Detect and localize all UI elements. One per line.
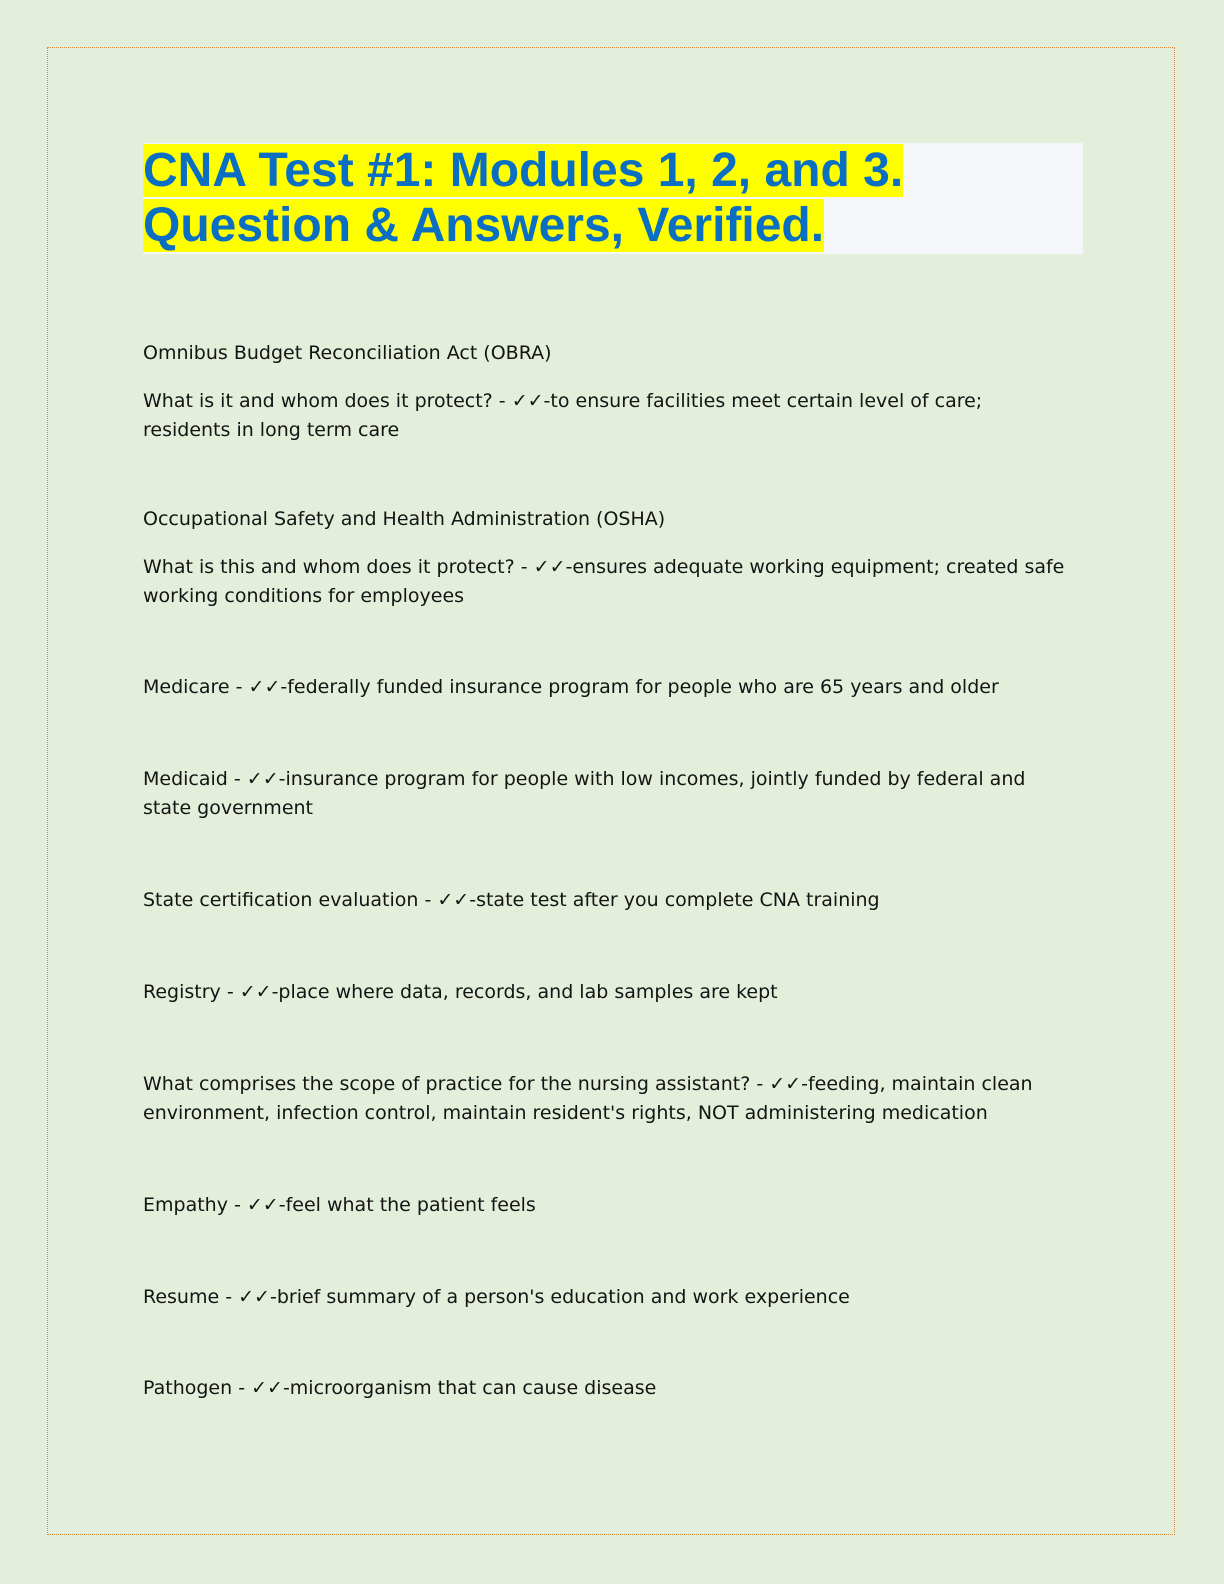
checkmark-icon: ✓✓ — [238, 1286, 270, 1308]
qa-item-pathogen — [143, 1374, 1073, 1403]
checkmark-icon: ✓✓ — [533, 556, 566, 578]
answer-text: -insurance program for people with low incomes, jointly funded by federal and state government — [143, 768, 1026, 819]
qa-item-scope-of-practice — [143, 1070, 1073, 1128]
answer-text: -federally funded insurance program for people who are 65 years and older — [280, 676, 999, 698]
answer-text: -place where data, records, and lab samples are kept — [271, 981, 778, 1003]
qa-item-medicare — [143, 673, 1073, 702]
title-line-2: Question & Answers, Verified. — [143, 199, 825, 252]
answer-text: -feeding, maintain clean environment, infection control, maintain resident's rights, NOT administering medication — [143, 1073, 1033, 1124]
answer-text: -state test after you complete CNA training — [469, 889, 880, 911]
question-text: Medicare - — [143, 676, 249, 698]
checkmark-icon: ✓✓ — [769, 1073, 802, 1095]
question-text: Resume - — [143, 1286, 239, 1308]
term-heading-obra — [143, 339, 1073, 368]
question-text: What is this and whom does it protect? - — [143, 556, 534, 578]
question-text: What is it and whom does it protect? - — [143, 390, 512, 412]
qa-item-osha — [143, 553, 1073, 611]
title-block — [143, 143, 1083, 254]
checkmark-icon: ✓✓ — [246, 768, 279, 790]
term-text: Omnibus Budget Reconciliation Act (OBRA) — [143, 342, 552, 364]
question-text: Registry - — [143, 981, 240, 1003]
checkmark-icon: ✓✓ — [251, 1377, 283, 1399]
checkmark-icon: ✓✓ — [239, 981, 272, 1003]
qa-item-empathy — [143, 1191, 1073, 1220]
question-text: What comprises the scope of practice for the nursing assistant? - — [143, 1073, 770, 1095]
qa-item-registry — [143, 978, 1073, 1007]
qa-item-obra — [143, 387, 1073, 445]
qa-item-state-certification — [143, 886, 1073, 915]
title-line-1: CNA Test #1: Modules 1, 2, and 3. — [143, 144, 904, 197]
answer-text: -brief summary of a person's education and work experience — [269, 1286, 850, 1308]
document-title — [143, 143, 1083, 253]
qa-item-medicaid — [143, 765, 1073, 823]
question-text: Pathogen - — [143, 1377, 252, 1399]
checkmark-icon: ✓✓ — [246, 1194, 279, 1216]
checkmark-icon: ✓✓ — [511, 390, 544, 412]
answer-text: -ensures adequate working equipment; created safe working conditions for employees — [143, 556, 1065, 607]
checkmark-icon: ✓✓ — [437, 889, 470, 911]
checkmark-icon: ✓✓ — [248, 676, 281, 698]
answer-text: -to ensure facilities meet certain level of care; residents in long term care — [143, 390, 983, 441]
question-text: Medicaid - — [143, 768, 247, 790]
qa-item-resume — [143, 1283, 1073, 1312]
term-heading-osha — [143, 505, 1073, 534]
question-text: State certification evaluation - — [143, 889, 438, 911]
question-text: Empathy - — [143, 1194, 247, 1216]
answer-text: -microorganism that can cause disease — [282, 1377, 657, 1399]
term-text: Occupational Safety and Health Administration (OSHA) — [143, 508, 666, 530]
answer-text: -feel what the patient feels — [278, 1194, 536, 1216]
